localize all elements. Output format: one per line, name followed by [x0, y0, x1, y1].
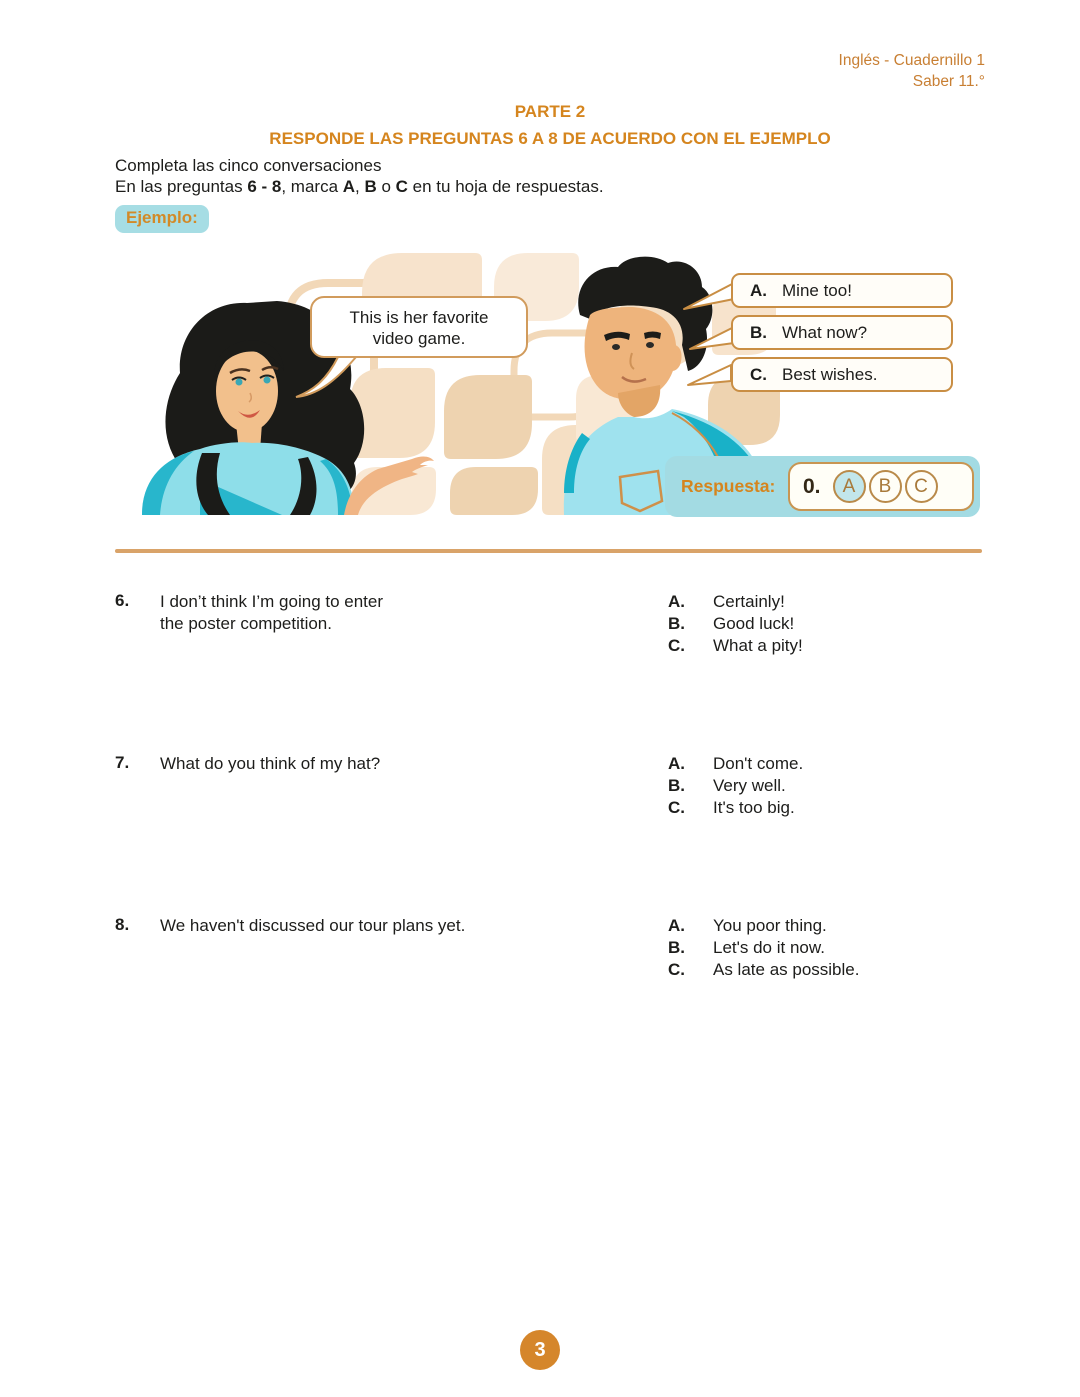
- question-line: We haven't discussed our tour plans yet.: [160, 916, 466, 935]
- option-text: Mine too!: [782, 280, 852, 300]
- speech-bubble: [310, 296, 528, 358]
- option-text: It's too big.: [713, 798, 795, 817]
- instr-seg-bold: C: [395, 177, 408, 196]
- answer-circles: [833, 470, 938, 503]
- question-number: 8.: [115, 915, 130, 934]
- option-text: Good luck!: [713, 614, 795, 633]
- respuesta-number: 0.: [803, 474, 821, 498]
- option-letter: C.: [668, 960, 685, 979]
- option-text: What a pity!: [713, 636, 803, 655]
- option-letter: B.: [668, 614, 685, 633]
- option-text: Very well.: [713, 776, 786, 795]
- page-header: [839, 50, 985, 92]
- option-text: What now?: [782, 322, 868, 342]
- option-row: [668, 915, 859, 937]
- option-text: Let's do it now.: [713, 938, 825, 957]
- question-line: I don’t think I’m going to enter: [160, 592, 384, 611]
- question-line: the poster competition.: [160, 614, 332, 633]
- option-row: [668, 591, 803, 613]
- speech-bubble-line: This is her favorite: [349, 308, 489, 327]
- example-option-c: [731, 357, 953, 392]
- answer-circle-a: A: [833, 470, 866, 503]
- answer-circle-b: B: [869, 470, 902, 503]
- question-number: 6.: [115, 591, 130, 610]
- option-letter: B.: [668, 776, 685, 795]
- option-text: Best wishes.: [782, 364, 878, 384]
- example-illustration: [112, 253, 982, 515]
- option-row: [668, 797, 803, 819]
- instr-seg-bold: B: [364, 177, 377, 196]
- instr-seg: ,: [355, 177, 365, 196]
- option-row: [668, 959, 859, 981]
- option-letter: C.: [668, 636, 685, 655]
- question-options: [668, 915, 859, 981]
- question-options: [668, 753, 803, 819]
- respuesta-label: Respuesta:: [681, 476, 776, 496]
- option-letter: A.: [668, 592, 685, 611]
- question-text: [160, 915, 465, 937]
- part-title: PARTE 2: [514, 102, 586, 121]
- example-option-b: [731, 315, 953, 350]
- instr-seg: En las preguntas: [115, 177, 248, 196]
- section-heading: RESPONDE LAS PREGUNTAS 6 A 8 DE ACUERDO CON EL EJEMPLO: [269, 129, 831, 148]
- option-row: [668, 775, 803, 797]
- option-row: [668, 753, 803, 775]
- instr-seg-bold: A: [342, 177, 356, 196]
- option-letter: A.: [668, 916, 685, 935]
- option-letter: B.: [750, 322, 767, 342]
- speech-bubble-line: video game.: [372, 329, 466, 348]
- option-row: [668, 613, 803, 635]
- option-text: Don't come.: [713, 754, 804, 773]
- question-line: What do you think of my hat?: [160, 754, 381, 773]
- question-number: 7.: [115, 753, 130, 772]
- option-text: Certainly!: [713, 592, 785, 611]
- option-row: [668, 937, 859, 959]
- instruction-line-1: Completa las cinco conversaciones: [115, 156, 382, 175]
- page-number-badge: 3: [520, 1330, 560, 1370]
- question-text: [160, 591, 383, 635]
- option-row: [668, 635, 803, 657]
- option-text: As late as possible.: [713, 960, 860, 979]
- section-divider: [115, 549, 982, 553]
- option-text: You poor thing.: [713, 916, 827, 935]
- instr-seg: o: [376, 177, 396, 196]
- ejemplo-label: Ejemplo:: [115, 205, 209, 233]
- instr-seg: en tu hoja de respuestas.: [407, 177, 604, 196]
- example-option-a: [731, 273, 953, 308]
- header-booklet-title: Inglés - Cuadernillo 1: [838, 52, 985, 69]
- option-letter: A.: [668, 754, 685, 773]
- instruction-line-2: [115, 177, 604, 197]
- respuesta-answer-box: [788, 462, 974, 511]
- header-exam-name: Saber 11.°: [912, 73, 985, 90]
- question-text: [160, 753, 380, 775]
- option-letter: A.: [750, 280, 767, 300]
- question-options: [668, 591, 803, 657]
- option-letter: B.: [668, 938, 685, 957]
- instr-seg: , marca: [281, 177, 343, 196]
- instr-seg-bold: 6 - 8: [247, 177, 282, 196]
- option-letter: C.: [750, 364, 767, 384]
- answer-circle-c: C: [905, 470, 938, 503]
- option-letter: C.: [668, 798, 685, 817]
- respuesta-panel: [665, 456, 980, 517]
